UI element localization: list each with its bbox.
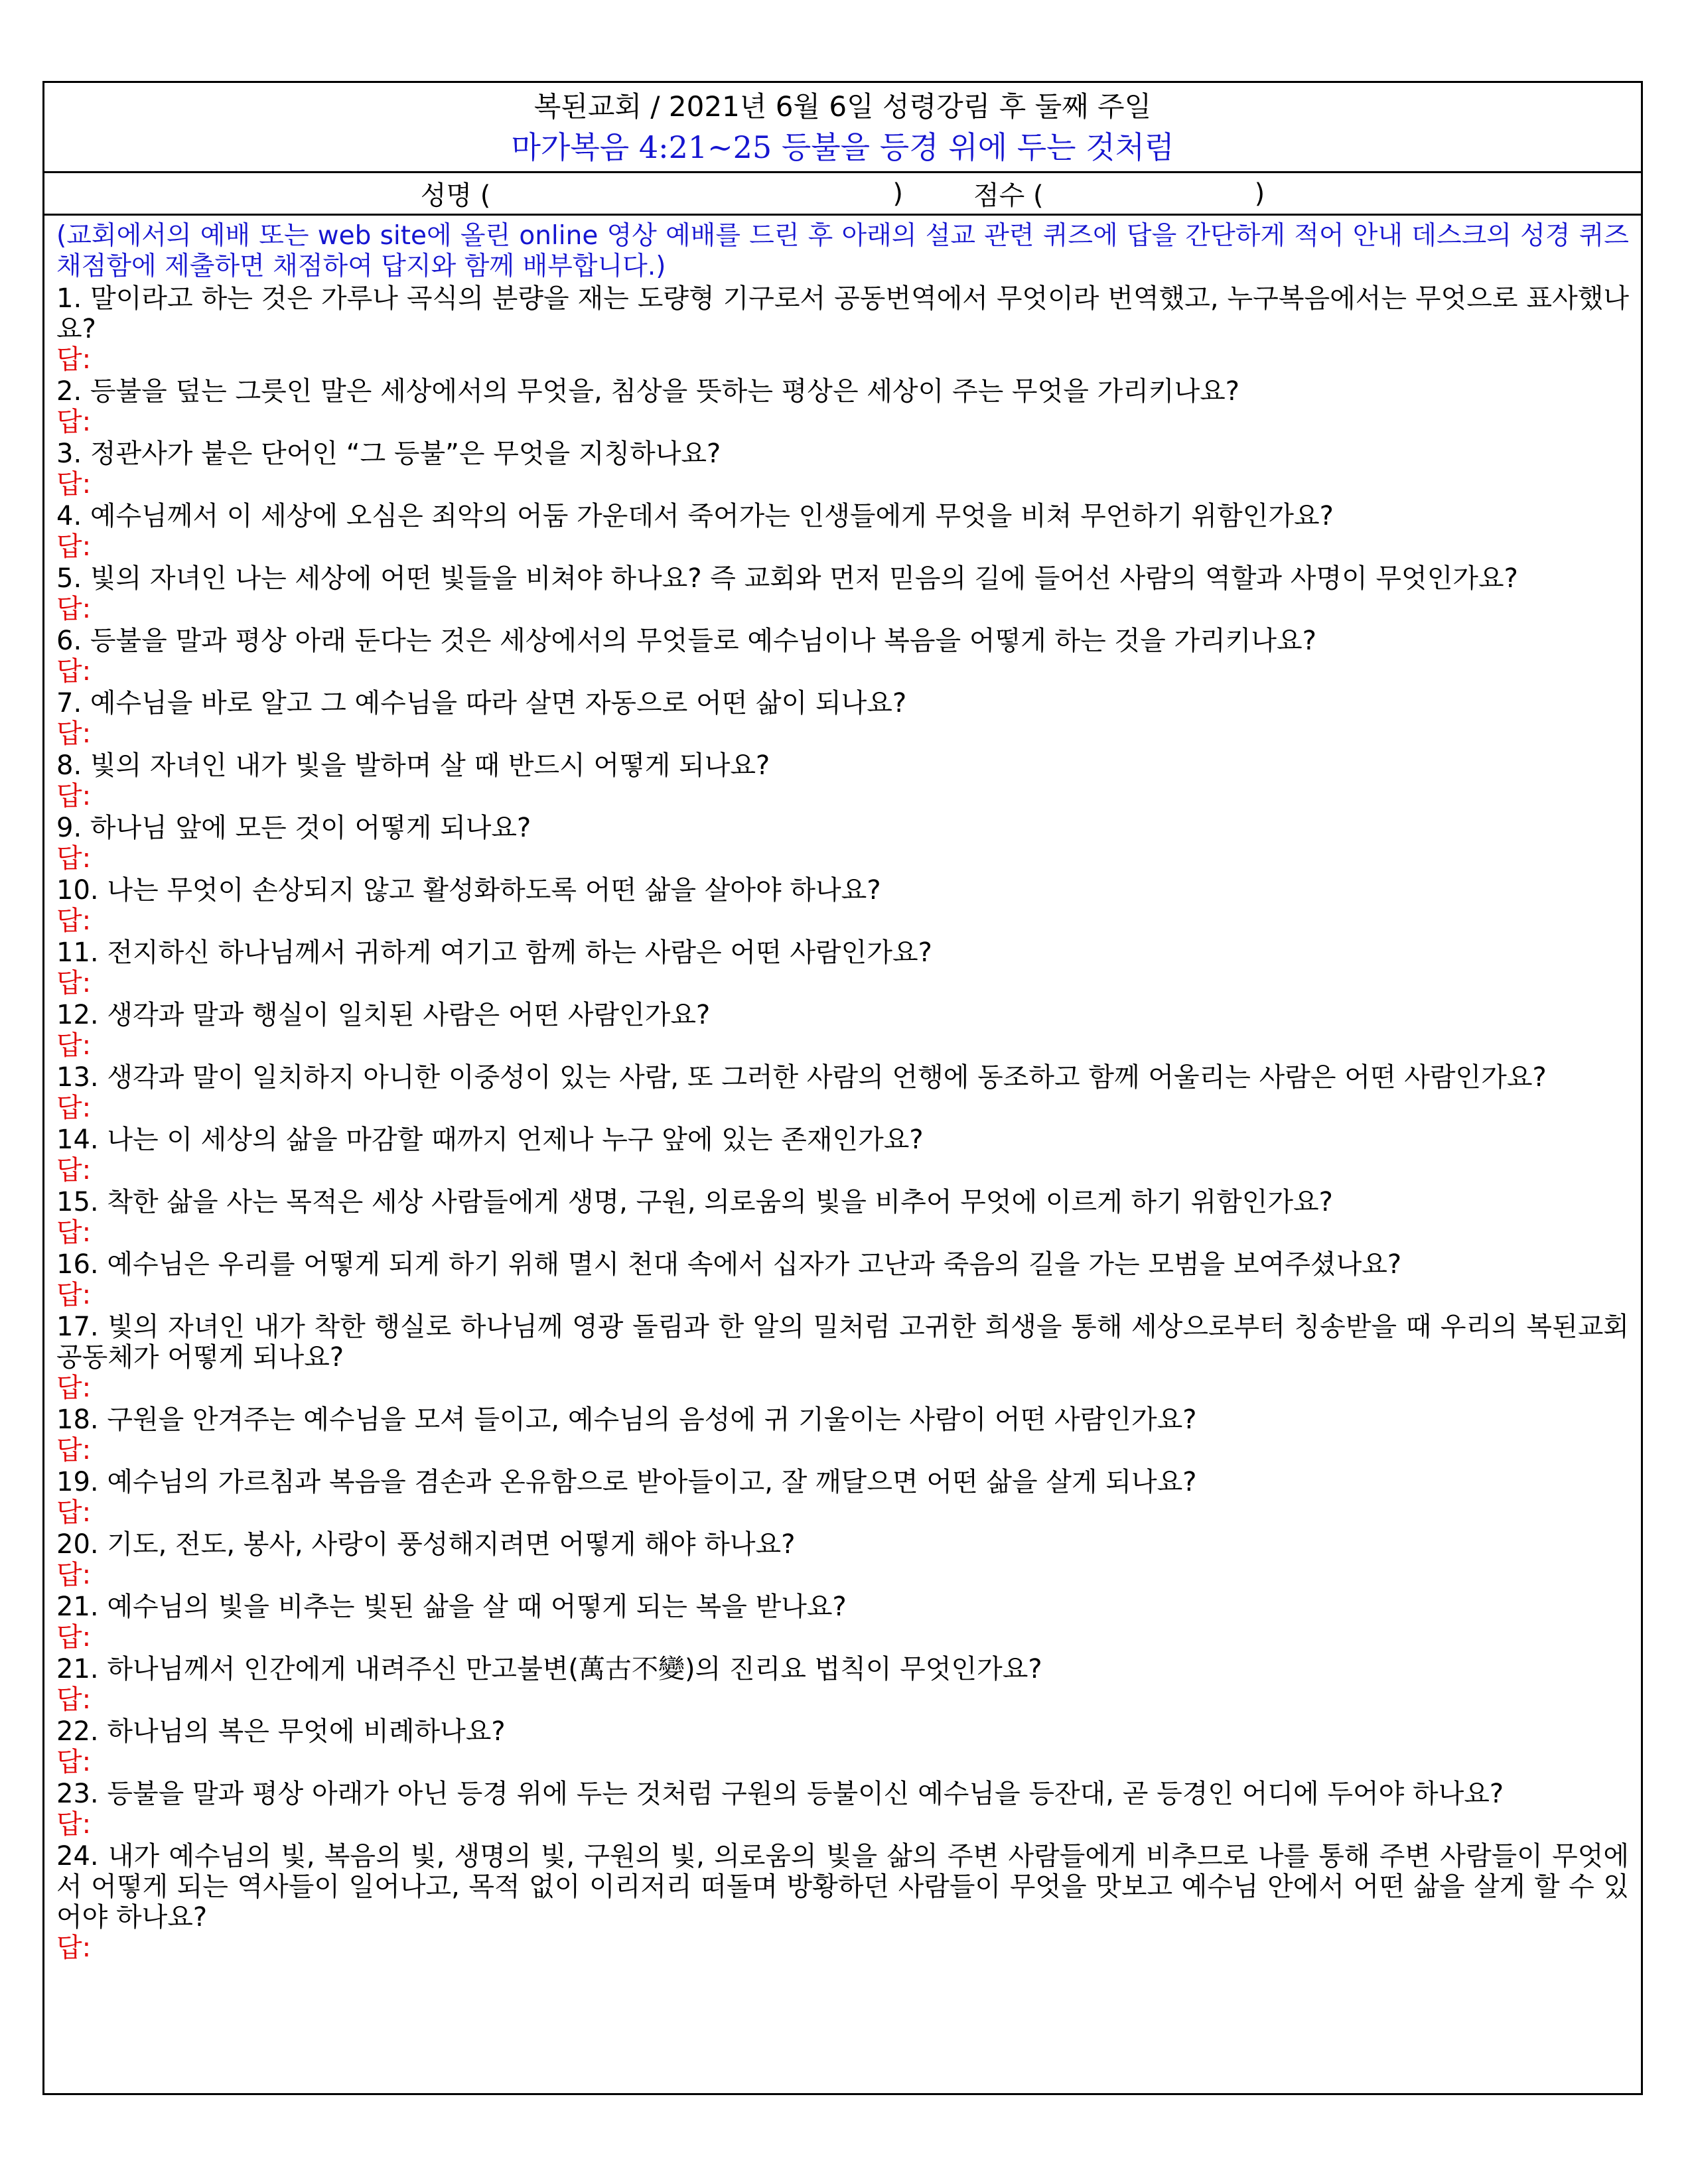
question-item: 21. 하나님께서 인간에게 내려주신 만고불변(萬古不變)의 진리요 법칙이 무엇인가요? (56, 1654, 1042, 1684)
question-item: 12. 생각과 말과 행실이 일치된 사람은 어떤 사람인가요? (56, 1000, 711, 1030)
answer-field[interactable]: 답: (56, 906, 92, 936)
question-item: 18. 구원을 안겨주는 예수님을 모셔 들이고, 예수님의 음성에 귀 기울이는 사람이 어떤 사람인가요? (56, 1404, 1197, 1435)
answer-field[interactable]: 답: (56, 344, 92, 375)
question-item: 11. 전지하신 하나님께서 귀하게 여기고 함께 하는 사람은 어떤 사람인가요? (56, 937, 932, 968)
question-item: 6. 등불을 말과 평상 아래 둔다는 것은 세상에서의 무엇들로 예수님이나 복음을 어떻게 하는 것을 가리키나요? (56, 626, 1316, 656)
answer-field[interactable]: 답: (56, 1933, 92, 1963)
score-label: 점수 ( (973, 180, 1044, 211)
answer-field[interactable]: 답: (56, 1093, 92, 1123)
question-item: 21. 예수님의 빛을 비추는 빛된 삶을 살 때 어떻게 되는 복을 받나요? (56, 1592, 847, 1622)
answer-field[interactable]: 답: (56, 1809, 92, 1840)
answer-field[interactable]: 답: (56, 718, 92, 749)
sheet-header (44, 83, 1641, 173)
question-item: 22. 하나님의 복은 무엇에 비례하나요? (56, 1716, 506, 1747)
question-item: 1. 말이라고 하는 것은 가루나 곡식의 분량을 재는 도량형 기구로서 공동번역에서 무엇이라 번역했고, 누구복음에서는 무엇으로 표사했나요? (56, 283, 1629, 344)
question-item: 13. 생각과 말이 일치하지 아니한 이중성이 있는 사람, 또 그러한 사람의 언행에 동조하고 함께 어울리는 사람은 어떤 사람인가요? (56, 1062, 1547, 1093)
answer-field[interactable]: 답: (56, 656, 92, 687)
question-item: 8. 빛의 자녀인 내가 빛을 발하며 살 때 반드시 어떻게 되나요? (56, 750, 770, 781)
answer-field[interactable]: 답: (56, 1373, 92, 1403)
question-item: 7. 예수님을 바로 알고 그 예수님을 따라 살면 자동으로 어떤 삶이 되나요? (56, 688, 907, 718)
answer-field[interactable]: 답: (56, 1684, 92, 1715)
instructions-text: (교회에서의 예배 또는 web site에 올린 online 영상 예배를 드린 후 아래의 설교 관련 퀴즈에 답을 간단하게 적어 안내 데스크의 성경 퀴즈 채점함에 제출하면 채점하여 답지와 함께 배부합니다.) (56, 221, 1629, 281)
question-item: 15. 착한 삶을 사는 목적은 세상 사람들에게 생명, 구원, 의로움의 빛을 비추어 무엇에 이르게 하기 위함인가요? (56, 1187, 1333, 1217)
answer-field[interactable]: 답: (56, 1622, 92, 1653)
question-item: 20. 기도, 전도, 봉사, 사랑이 풍성해지려면 어떻게 해야 하나요? (56, 1529, 796, 1560)
answer-field[interactable]: 답: (56, 1435, 92, 1466)
question-list (56, 283, 1629, 1964)
question-item: 4. 예수님께서 이 세상에 오심은 죄악의 어둠 가운데서 죽어가는 인생들에게 무엇을 비쳐 무언하기 위함인가요? (56, 501, 1334, 531)
answer-field[interactable]: 답: (56, 1217, 92, 1248)
answer-field[interactable]: 답: (56, 594, 92, 624)
answer-field[interactable]: 답: (56, 781, 92, 811)
question-item: 16. 예수님은 우리를 어떻게 되게 하기 위해 멸시 천대 속에서 십자가 고난과 죽음의 길을 가는 모범을 보여주셨나요? (56, 1249, 1402, 1280)
answer-field[interactable]: 답: (56, 843, 92, 874)
name-close-paren: ) (892, 178, 903, 209)
question-item: 19. 예수님의 가르침과 복음을 겸손과 온유함으로 받아들이고, 잘 깨달으면 어떤 삶을 살게 되나요? (56, 1467, 1197, 1497)
answer-field[interactable]: 답: (56, 1030, 92, 1061)
answer-field[interactable]: 답: (56, 1497, 92, 1528)
question-item: 17. 빛의 자녀인 내가 착한 행실로 하나님께 영광 돌림과 한 알의 밀처럼 고귀한 희생을 통해 세상으로부터 칭송받을 때 우리의 복된교회 공동체가 어떻게 되나요? (56, 1312, 1629, 1373)
answer-field[interactable]: 답: (56, 1560, 92, 1590)
quiz-sheet (42, 81, 1643, 2095)
name-score-row (44, 173, 1641, 216)
quiz-content (44, 216, 1641, 1964)
question-item: 9. 하나님 앞에 모든 것이 어떻게 되나요? (56, 813, 531, 843)
church-date-title: 복된교회 / 2021년 6월 6일 성령강림 후 둘째 주일 (533, 90, 1152, 123)
answer-field[interactable]: 답: (56, 1280, 92, 1310)
answer-field[interactable]: 답: (56, 531, 92, 562)
answer-field[interactable]: 답: (56, 1155, 92, 1186)
question-item: 23. 등불을 말과 평상 아래가 아닌 등경 위에 두는 것처럼 구원의 등불이신 예수님을 등잔대, 곧 등경인 어디에 두어야 하나요? (56, 1779, 1504, 1809)
question-item: 14. 나는 이 세상의 삶을 마감할 때까지 언제나 누구 앞에 있는 존재인가요? (56, 1125, 924, 1155)
sermon-title: 마가복음 4:21~25 등불을 등경 위에 두는 것처럼 (511, 129, 1174, 165)
score-close-paren: ) (1254, 178, 1265, 209)
question-item: 2. 등불을 덮는 그릇인 말은 세상에서의 무엇을, 침상을 뜻하는 평상은 세상이 주는 무엇을 가리키나요? (56, 376, 1240, 407)
answer-field[interactable]: 답: (56, 469, 92, 500)
name-label: 성명 ( (420, 180, 491, 211)
answer-field[interactable]: 답: (56, 1747, 92, 1777)
question-item: 5. 빛의 자녀인 나는 세상에 어떤 빛들을 비쳐야 하나요? 즉 교회와 먼저 믿음의 길에 들어선 사람의 역할과 사명이 무엇인가요? (56, 563, 1518, 594)
answer-field[interactable]: 답: (56, 407, 92, 437)
question-item: 3. 정관사가 붙은 단어인 “그 등불”은 무엇을 지칭하나요? (56, 439, 721, 469)
answer-field[interactable]: 답: (56, 968, 92, 998)
question-item: 24. 내가 예수님의 빛, 복음의 빛, 생명의 빛, 구원의 빛, 의로움의 빛을 삶의 주변 사람들에게 비추므로 나를 통해 주변 사람들이 무엇에서 어떻게 되는 역사들이 일어나고, 목적 없이 이리저리 떠돌며 방황하던 사람들이 무엇을 맛보고 예수님 안에서 어떤 삶을 살게 할 수 있어야 하나요? (56, 1841, 1629, 1933)
question-item: 10. 나는 무엇이 손상되지 않고 활성화하도록 어떤 삶을 살아야 하나요? (56, 875, 881, 906)
